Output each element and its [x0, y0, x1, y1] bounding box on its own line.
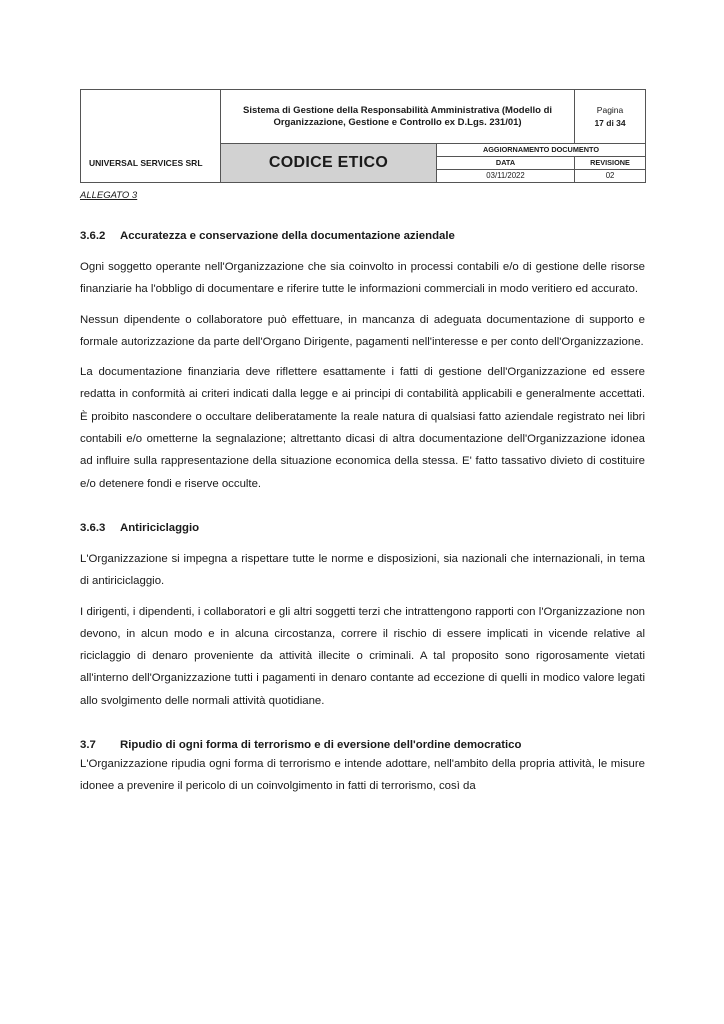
- section-number: 3.7: [80, 739, 96, 752]
- paragraph: L'Organizzazione si impegna a rispettare tutte le norme e disposizioni, sia nazionali che internazionali, in tema di antiriciclaggio.: [80, 552, 645, 588]
- page-value: 17 di 34: [594, 117, 626, 128]
- section-title: Antiriciclaggio: [120, 521, 200, 534]
- section-number: 3.6.2: [80, 230, 106, 242]
- section-number: 3.6.3: [80, 521, 106, 534]
- section-title: Accuratezza e conservazione della documentazione aziendale: [120, 230, 455, 242]
- revision-value: 02: [575, 170, 646, 183]
- page-label: Pagina: [596, 104, 624, 115]
- company-name: UNIVERSAL SERVICES SRL: [81, 90, 221, 183]
- date-label: DATA: [437, 157, 575, 170]
- section-heading: [80, 737, 645, 753]
- section-title: Ripudio di ogni forma di terrorismo e di eversione dell'ordine democratico: [120, 739, 522, 752]
- revision-label: REVISIONE: [575, 157, 646, 170]
- section-heading: [80, 520, 645, 536]
- page-indicator: [575, 90, 646, 144]
- attachment-label: ALLEGATO 3: [80, 190, 138, 201]
- system-title: Sistema di Gestione della Responsabilità Amministrativa (Modello di Organizzazione, Gestione e Controllo ex D.Lgs. 231/01): [221, 90, 575, 144]
- paragraph: L'Organizzazione ripudia ogni forma di terrorismo e intende adottare, nell'ambito della propria attività, le misure idonee a prevenire il pericolo di un coinvolgimento in fatti di terrorismo, così da: [80, 758, 645, 793]
- paragraph: La documentazione finanziaria deve riflettere esattamente i fatti di gestione dell'Organizzazione ed essere redatta in conformità ai criteri indicati dalla legge e ai principi di contabilità applicabili e generalmente accettati. È proibito nascondere o occultare deliberatamente la reale natura di qualsiasi fatto aziendale registrato nei libri contabili e/o ometterne la segnalazione; altrettanto dicasi di altra documentazione dell'Organizzazione idonea ad influire sulla rappresentazione della situazione economica della stessa. E' fatto tassativo divieto di costituire e/o detenere fondi e riserve occulte.: [80, 366, 645, 490]
- paragraph: I dirigenti, i dipendenti, i collaboratori e gli altri soggetti terzi che intrattengono rapporti con l'Organizzazione non devono, in alcun modo e in alcuna circostanza, correre il rischio di essere implicati in vicende relative al riciclaggio di denaro proveniente da attività illecite o criminali. A tal proposito sono rigorosamente vietati all'interno dell'Organizzazione tutti i pagamenti in denaro contante ad eccezione di quelli in modico valore legati allo svolgimento delle normali attività quotidiane.: [80, 605, 645, 707]
- update-label: AGGIORNAMENTO DOCUMENTO: [437, 144, 646, 157]
- paragraph: Ogni soggetto operante nell'Organizzazione che sia coinvolto in processi contabili e/o di gestione delle risorse finanziarie ha l'obbligo di documentare e riferire tutte le informazioni commerciali in modo veritiero ed accurato.: [80, 261, 645, 296]
- paragraph: Nessun dipendente o collaboratore può effettuare, in mancanza di adeguata documentazione di supporto e formale autorizzazione da parte dell'Organo Dirigente, pagamenti nell'interesse e per conto dell'Organizzazione.: [80, 313, 645, 348]
- document-header: [80, 89, 646, 183]
- document-title: CODICE ETICO: [221, 144, 437, 183]
- document-body: [80, 228, 645, 798]
- date-value: 03/11/2022: [437, 170, 575, 183]
- section-heading: [80, 228, 645, 244]
